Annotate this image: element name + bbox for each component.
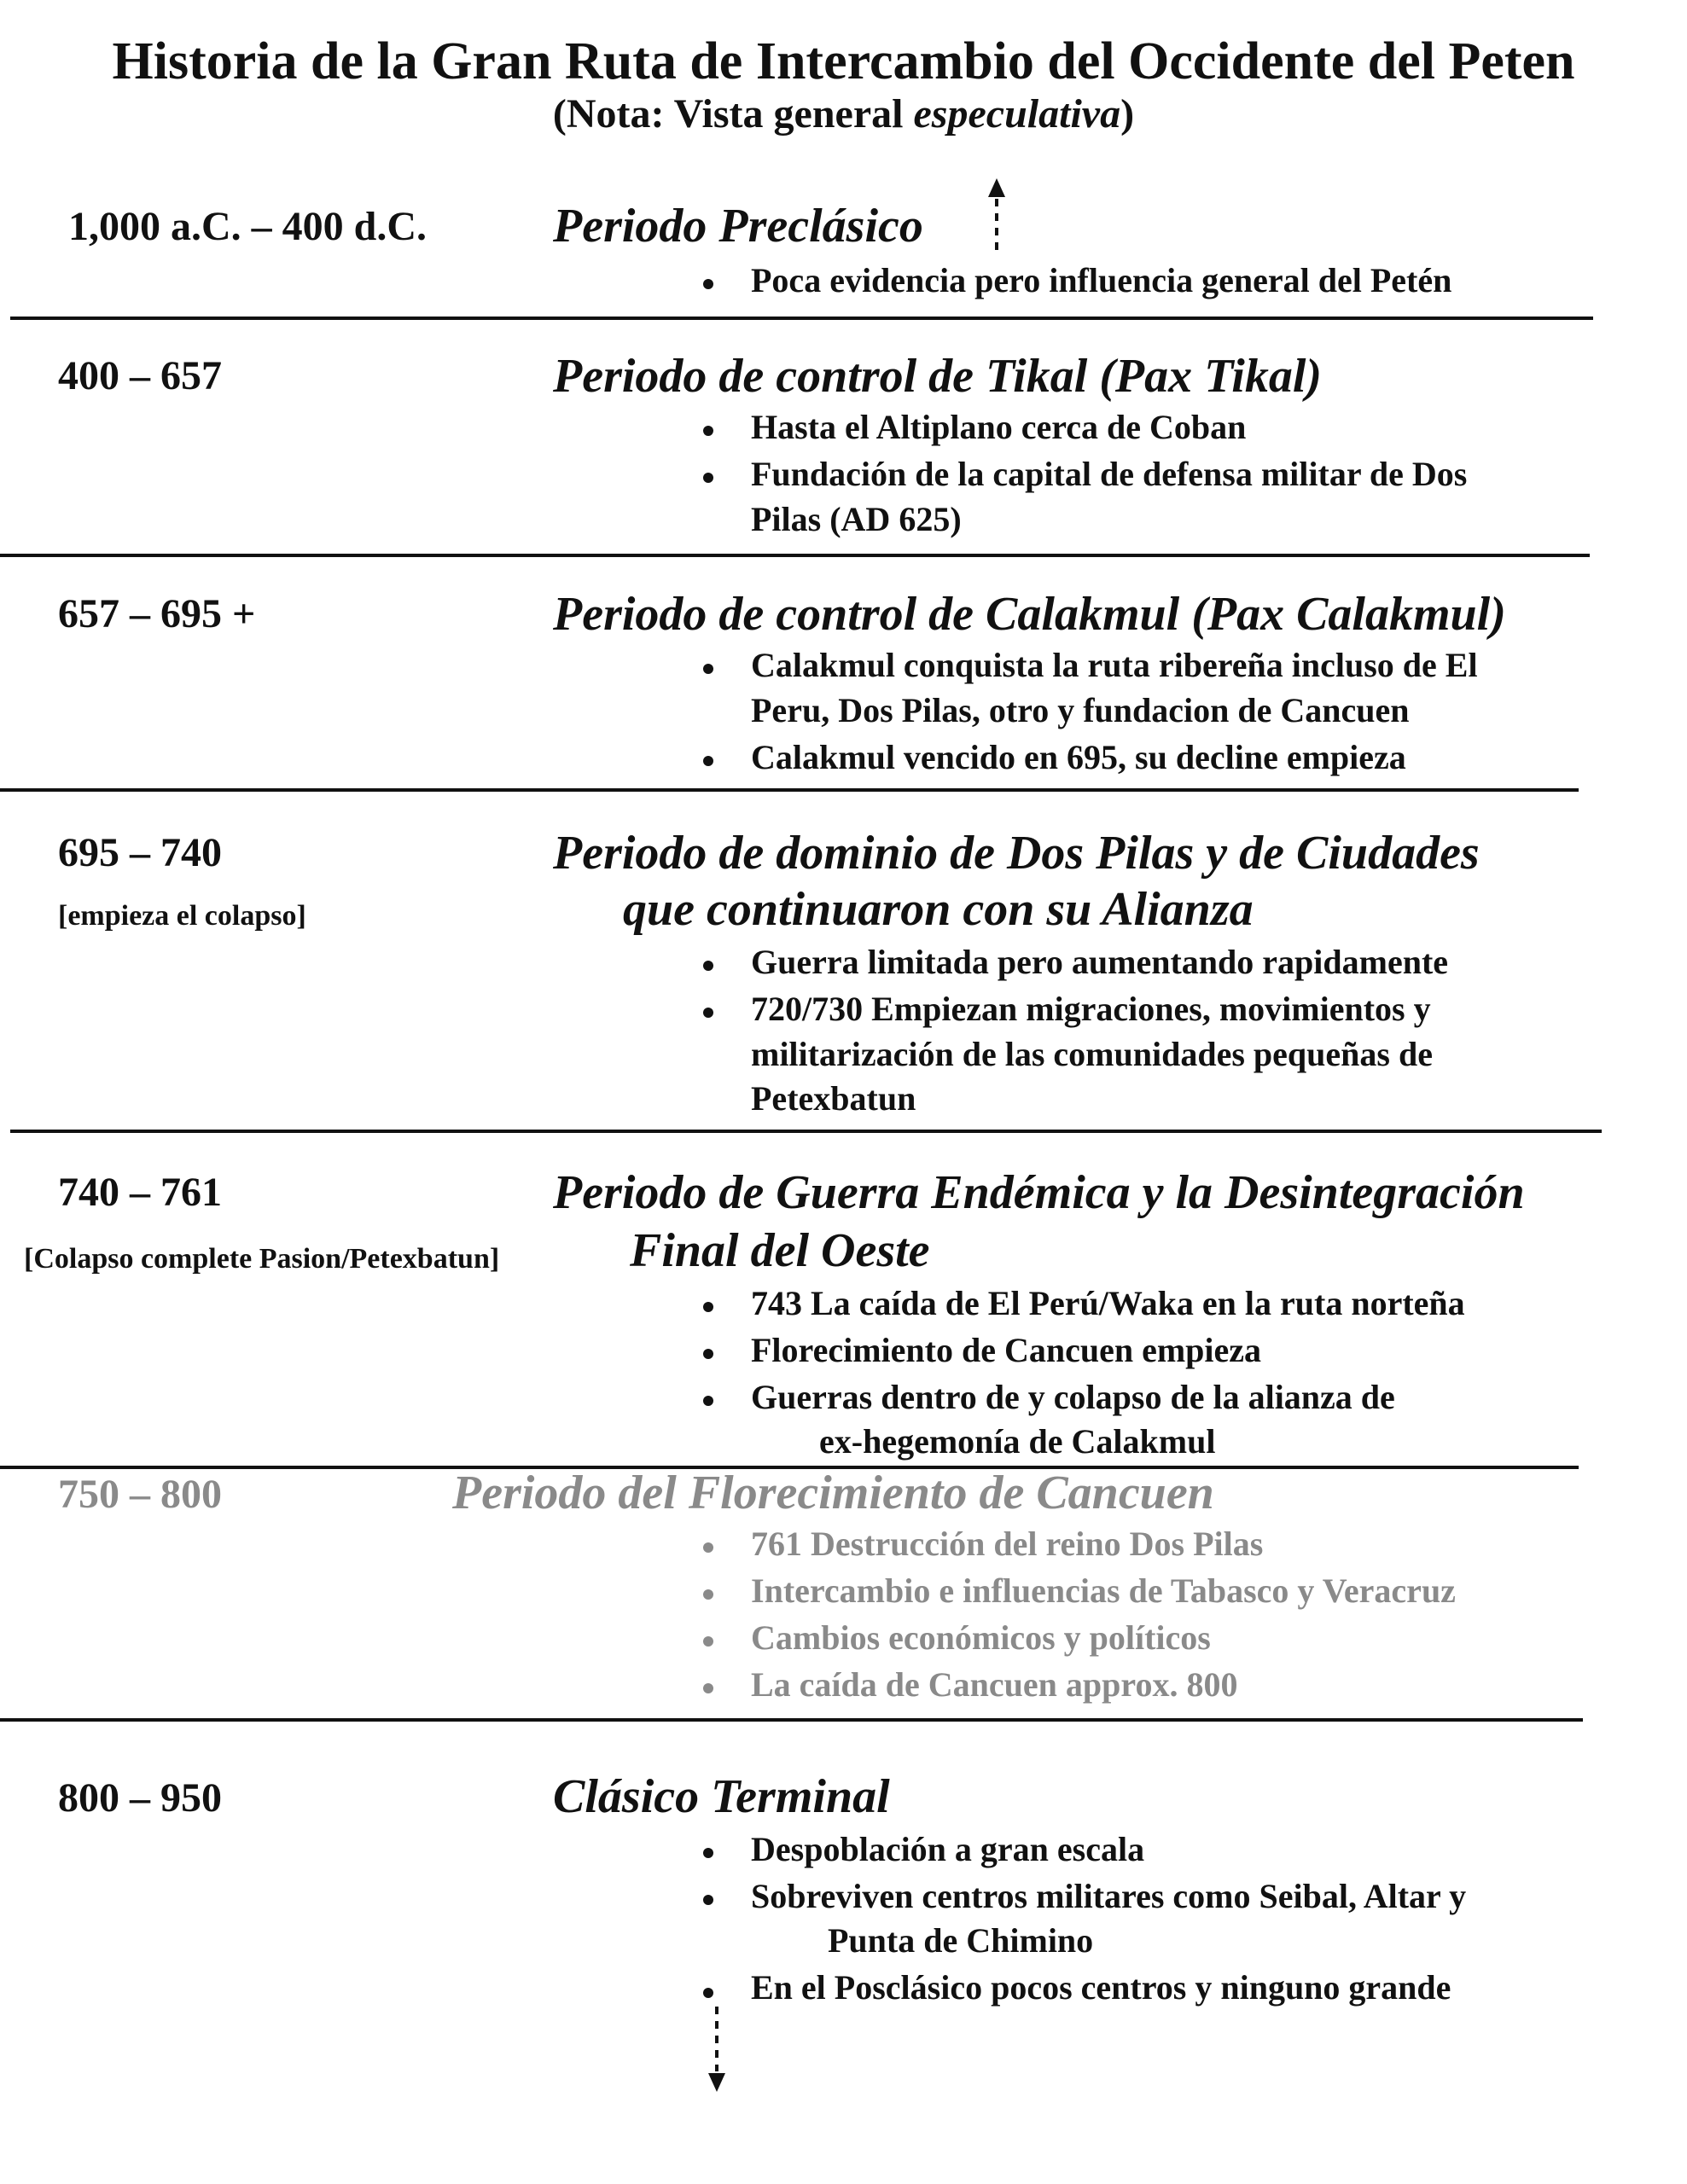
bullet-text: Cambios económicos y políticos [751,1618,1211,1657]
bullet-dot [703,1848,713,1858]
bullet-dot [703,279,713,289]
bullet-text: Florecimiento de Cancuen empieza [751,1331,1262,1369]
page-title: Historia de la Gran Ruta de Intercambio del Occidente del Peten [112,32,1575,90]
bullet-text: Calakmul vencido en 695, su decline empieza [751,738,1406,776]
bullet-dot [703,473,713,483]
period-note: [empieza el colapso] [58,900,306,932]
period-title: Clásico Terminal [553,1770,890,1823]
period-title-continued: que continuaron con su Alianza [623,883,1254,936]
bullet-text-continued: Punta de Chimino [828,1921,1094,1960]
bullet-text-continued: ex-hegemonía de Calakmul [819,1422,1216,1461]
divider [0,554,1590,557]
bullet-dot [703,1349,713,1359]
bullet-text: Sobreviven centros militares como Seibal, Altar y [751,1877,1467,1915]
bullet-text: Fundación de la capital de defensa militar de Dos [751,455,1468,493]
bullet-dot [703,1008,713,1018]
bullet-dot [703,1636,713,1647]
period-note: [Colapso complete Pasion/Petexbatun] [24,1243,500,1275]
bullet-dot [703,664,713,674]
period-date: 657 – 695 + [58,591,256,636]
subtitle-prefix: (Nota: Vista general [552,91,914,136]
bullet-text-continued: Peru, Dos Pilas, otro y fundacion de Cancuen [751,691,1410,729]
bullet-dot [703,756,713,766]
period-date: 1,000 a.C. – 400 d.C. [68,204,428,249]
bullet-text: 720/730 Empiezan migraciones, movimientos y [751,990,1431,1028]
bullet-text: 761 Destrucción del reino Dos Pilas [751,1525,1264,1563]
period-title: Periodo del Florecimiento de Cancuen [452,1467,1214,1519]
divider [10,317,1593,320]
period-date: 695 – 740 [58,830,222,875]
arrow-down-icon [700,2003,734,2097]
bullet-text: Calakmul conquista la ruta ribereña incluso de El [751,646,1478,684]
period-title: Periodo de control de Calakmul (Pax Calakmul) [553,588,1506,641]
bullet-text: En el Posclásico pocos centros y ninguno grande [751,1968,1451,2007]
bullet-text-continued: Pilas (AD 625) [751,500,962,538]
divider [0,1718,1583,1722]
bullet-dot [703,426,713,436]
bullet-dot [703,1542,713,1553]
period-date: 750 – 800 [58,1472,222,1517]
arrow-up-icon [980,175,1014,260]
page-subtitle [0,92,1687,137]
bullet-text-continued: Petexbatun [751,1079,916,1118]
divider [0,788,1579,792]
period-date: 400 – 657 [58,353,222,398]
subtitle-suffix: ) [1120,91,1135,136]
bullet-dot [703,1396,713,1406]
period-date: 740 – 761 [58,1170,222,1215]
bullet-dot [703,1589,713,1600]
bullet-text: Guerra limitada pero aumentando rapidamente [751,943,1449,981]
period-title: Periodo de dominio de Dos Pilas y de Ciudades [553,827,1480,880]
period-title: Periodo Preclásico [553,200,923,253]
bullet-text: 743 La caída de El Perú/Waka en la ruta norteña [751,1284,1465,1322]
bullet-dot [703,1988,713,1998]
bullet-dot [703,1302,713,1312]
divider [10,1130,1602,1133]
bullet-text: Hasta el Altiplano cerca de Coban [751,408,1247,446]
period-title: Periodo de control de Tikal (Pax Tikal) [553,350,1323,403]
bullet-text-continued: militarización de las comunidades pequeñas de [751,1035,1433,1073]
period-title: Periodo de Guerra Endémica y la Desintegración [553,1166,1525,1219]
bullet-dot [703,1683,713,1693]
bullet-text: La caída de Cancuen approx. 800 [751,1665,1238,1704]
period-title-continued: Final del Oeste [630,1224,930,1277]
bullet-text: Intercambio e influencias de Tabasco y Veracruz [751,1571,1456,1610]
bullet-text: Poca evidencia pero influencia general del Petén [751,261,1452,299]
subtitle-emphasis: especulativa [913,91,1121,136]
bullet-text: Guerras dentro de y colapso de la alianza de [751,1378,1395,1416]
bullet-dot [703,1895,713,1905]
period-date: 800 – 950 [58,1775,222,1821]
bullet-text: Despoblación a gran escala [751,1830,1145,1868]
bullet-dot [703,961,713,971]
